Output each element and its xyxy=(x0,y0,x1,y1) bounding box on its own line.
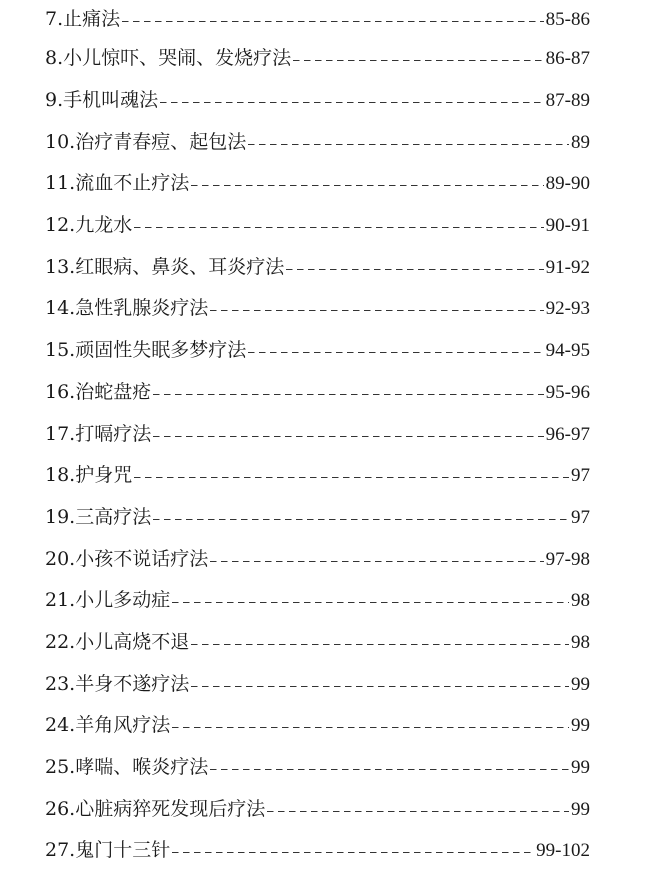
toc-entry-pages: 90-91 xyxy=(545,215,590,237)
dotted-leader xyxy=(293,60,544,61)
toc-entry-title: 7.止痛法 xyxy=(45,7,121,30)
toc-entry[interactable] xyxy=(45,372,590,414)
toc-entry-title: 11.流血不止疗法 xyxy=(45,172,190,195)
dotted-leader xyxy=(267,811,569,812)
toc-entry-title: 8.小儿惊吓、哭闹、发烧疗法 xyxy=(45,47,292,70)
dotted-leader xyxy=(172,727,569,728)
toc-entry-title: 17.打嗝疗法 xyxy=(45,422,152,445)
toc-entry-title: 18.护身咒 xyxy=(45,464,133,487)
toc-entry-title: 26.心脏病猝死发现后疗法 xyxy=(45,797,266,820)
dotted-leader xyxy=(210,769,569,770)
toc-entry[interactable] xyxy=(45,80,590,122)
toc-entry-pages: 98 xyxy=(571,590,590,612)
dotted-leader xyxy=(210,310,543,311)
toc-entry-title: 14.急性乳腺炎疗法 xyxy=(45,297,209,320)
dotted-leader xyxy=(191,644,569,645)
toc-entry-pages: 89 xyxy=(571,131,590,153)
toc-entry-pages: 96-97 xyxy=(545,423,590,445)
dotted-leader xyxy=(248,352,543,353)
dotted-leader xyxy=(122,21,544,22)
toc-entry-pages: 97 xyxy=(571,506,590,528)
toc-entry-title: 12.九龙水 xyxy=(45,214,133,237)
toc-entry-title: 16.治蛇盘疮 xyxy=(45,380,152,403)
toc-entry-pages: 85-86 xyxy=(545,8,590,30)
toc-entry[interactable] xyxy=(45,580,590,622)
toc-entry-title: 9.手机叫魂法 xyxy=(45,89,159,112)
toc-entry-pages: 98 xyxy=(571,631,590,653)
toc-entry-pages: 99 xyxy=(571,715,590,737)
toc-entry-title: 22.小儿高烧不退 xyxy=(45,630,190,653)
toc-entry-pages: 92-93 xyxy=(545,298,590,320)
dotted-leader xyxy=(160,102,544,103)
dotted-leader xyxy=(248,144,569,145)
toc-entry-pages: 99-102 xyxy=(536,840,590,862)
toc-entry-pages: 97 xyxy=(571,465,590,487)
toc-entry[interactable] xyxy=(45,705,590,747)
toc-entry[interactable] xyxy=(45,455,590,497)
toc-entry[interactable] xyxy=(45,497,590,539)
toc-entry[interactable] xyxy=(45,747,590,789)
toc-entry[interactable] xyxy=(45,0,590,38)
toc-entry-title: 10.治疗青春痘、起包法 xyxy=(45,130,247,153)
toc-entry[interactable] xyxy=(45,538,590,580)
toc-entry[interactable] xyxy=(45,330,590,372)
toc-entry-pages: 86-87 xyxy=(545,48,590,70)
dotted-leader xyxy=(134,477,569,478)
toc-entry[interactable] xyxy=(45,246,590,288)
toc-entry[interactable] xyxy=(45,830,590,872)
toc-entry[interactable] xyxy=(45,205,590,247)
toc-entry[interactable] xyxy=(45,663,590,705)
toc-entry[interactable] xyxy=(45,163,590,205)
toc-entry-title: 19.三高疗法 xyxy=(45,505,152,528)
toc-entry-pages: 97-98 xyxy=(545,548,590,570)
toc-entry[interactable] xyxy=(45,38,590,80)
toc-entry-title: 21.小儿多动症 xyxy=(45,589,171,612)
toc-entry[interactable] xyxy=(45,788,590,830)
dotted-leader xyxy=(153,394,543,395)
toc-entry[interactable] xyxy=(45,413,590,455)
dotted-leader xyxy=(153,436,543,437)
toc-entry-pages: 91-92 xyxy=(545,256,590,278)
toc-entry-pages: 99 xyxy=(571,798,590,820)
dotted-leader xyxy=(191,686,569,687)
dotted-leader xyxy=(172,852,534,853)
toc-entry-title: 25.哮喘、喉炎疗法 xyxy=(45,756,209,779)
toc-entry-title: 13.红眼病、鼻炎、耳炎疗法 xyxy=(45,255,285,278)
toc-entry-title: 23.半身不遂疗法 xyxy=(45,672,190,695)
dotted-leader xyxy=(172,602,569,603)
dotted-leader xyxy=(153,519,569,520)
toc-entry-title: 24.羊角风疗法 xyxy=(45,714,171,737)
toc-entry-title: 15.顽固性失眠多梦疗法 xyxy=(45,339,247,362)
toc-entry[interactable] xyxy=(45,288,590,330)
dotted-leader xyxy=(210,561,543,562)
toc-entry-pages: 89-90 xyxy=(545,173,590,195)
dotted-leader xyxy=(191,185,543,186)
table-of-contents xyxy=(45,0,590,872)
toc-entry-pages: 95-96 xyxy=(545,381,590,403)
toc-entry[interactable] xyxy=(45,121,590,163)
toc-entry-pages: 94-95 xyxy=(545,340,590,362)
dotted-leader xyxy=(286,269,543,270)
toc-entry-title: 20.小孩不说话疗法 xyxy=(45,547,209,570)
toc-entry-pages: 99 xyxy=(571,757,590,779)
toc-entry-pages: 99 xyxy=(571,673,590,695)
toc-entry-title: 27.鬼门十三针 xyxy=(45,839,171,862)
toc-entry-pages: 87-89 xyxy=(545,90,590,112)
dotted-leader xyxy=(134,227,543,228)
toc-entry[interactable] xyxy=(45,622,590,664)
